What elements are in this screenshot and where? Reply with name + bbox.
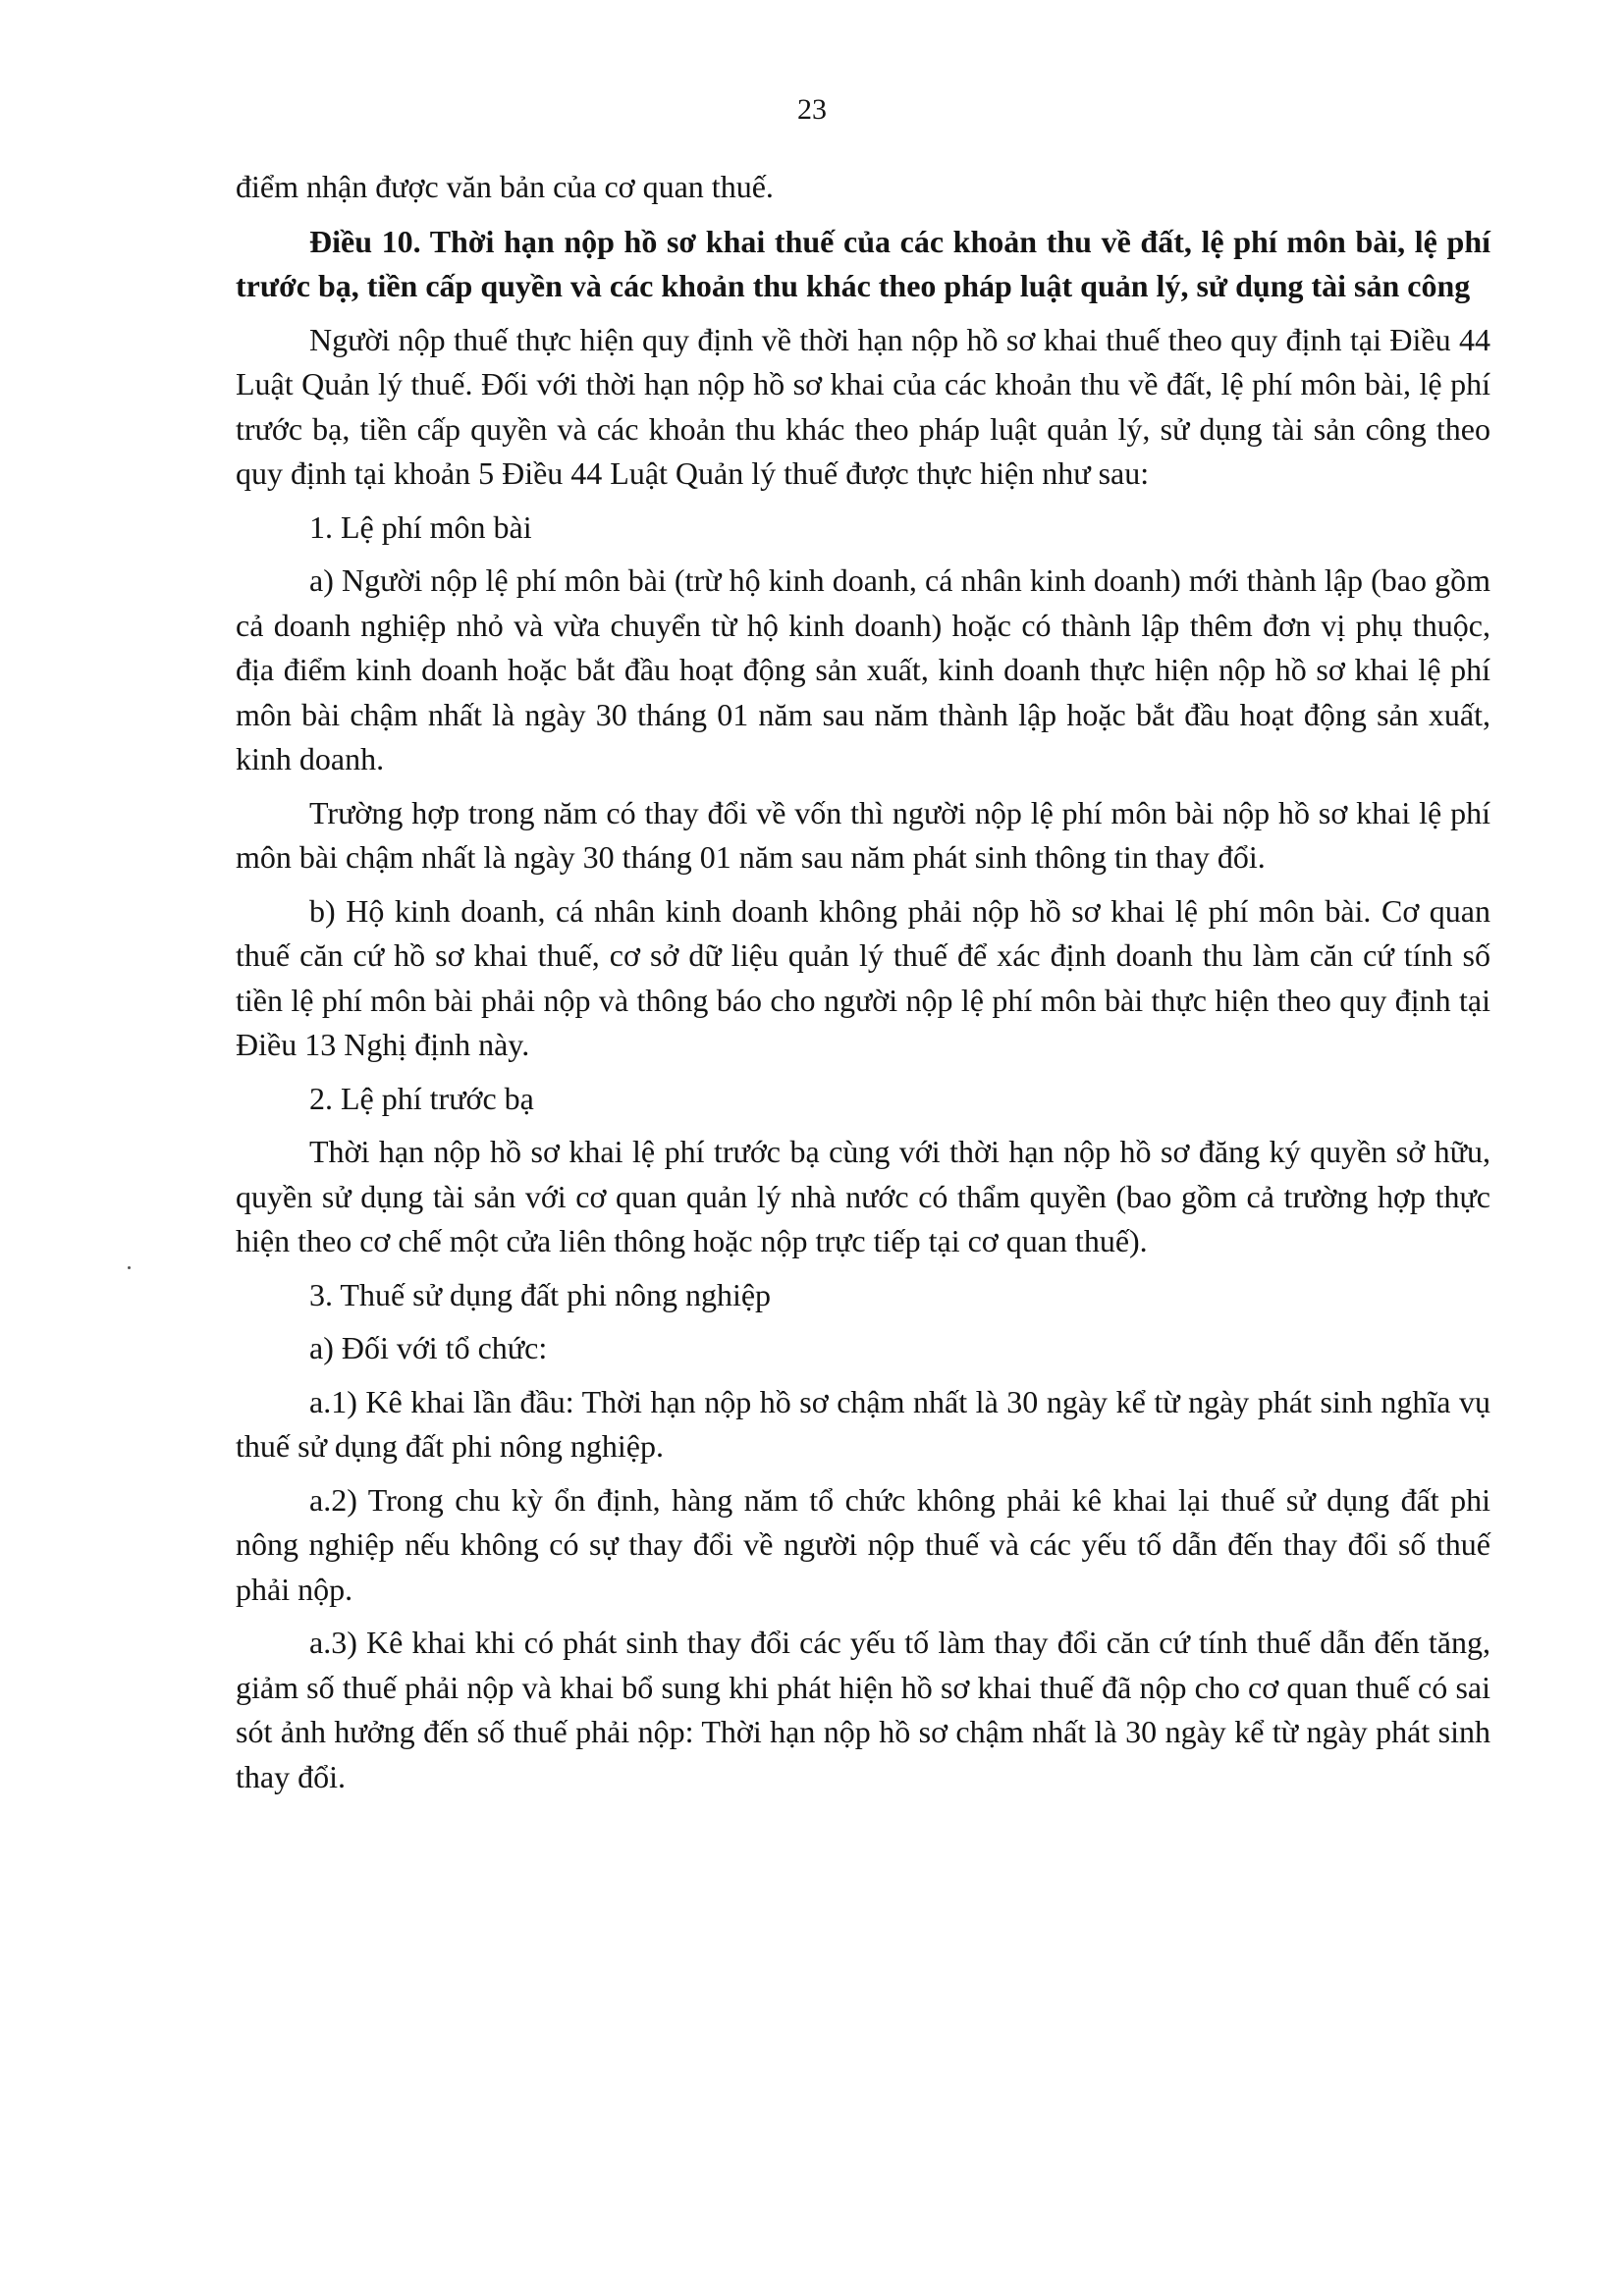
scan-speck xyxy=(128,1266,131,1269)
article-title: Điều 10. Thời hạn nộp hồ sơ khai thuế của các khoản thu về đất, lệ phí môn bài, lệ phí trước bạ, tiền cấp quyền và các khoản thu khác theo pháp luật quản lý, sử dụng tài sản công xyxy=(236,223,1490,303)
page-number: 23 xyxy=(797,93,827,126)
section-2-paragraph: Thời hạn nộp hồ sơ khai lệ phí trước bạ cùng với thời hạn nộp hồ sơ đăng ký quyền sở hữu, quyền sử dụng tài sản với cơ quan quản lý nhà nước có thẩm quyền (bao gồm cả trường hợp thực hiện theo cơ chế một cửa liên thông hoặc nộp trực tiếp tại cơ quan thuế). xyxy=(236,1134,1490,1258)
section-1-paragraph-b: b) Hộ kinh doanh, cá nhân kinh doanh không phải nộp hồ sơ khai lệ phí môn bài. Cơ quan thuế căn cứ hồ sơ khai thuế, cơ sở dữ liệu quản lý thuế để xác định doanh thu làm căn cứ tính số tiền lệ phí môn bài phải nộp và thông báo cho người nộp lệ phí môn bài thực hiện theo quy định tại Điều 13 Nghị định này. xyxy=(236,892,1490,1062)
continuation-text: điểm nhận được văn bản của cơ quan thuế. xyxy=(236,169,774,204)
section-1-paragraph-a: a) Người nộp lệ phí môn bài (trừ hộ kinh doanh, cá nhân kinh doanh) mới thành lập (bao gồm cả doanh nghiệp nhỏ và vừa chuyển từ hộ kinh doanh) hoặc có thành lập thêm đơn vị phụ thuộc, địa điểm kinh doanh hoặc bắt đầu hoạt động sản xuất, kinh doanh thực hiện nộp hồ sơ khai lệ phí môn bài chậm nhất là ngày 30 tháng 01 năm sau năm thành lập hoặc bắt đầu hoạt động sản xuất, kinh doanh. xyxy=(236,562,1490,776)
document-body xyxy=(236,165,1490,1808)
section-1-paragraph-a-cont: Trường hợp trong năm có thay đổi về vốn thì người nộp lệ phí môn bài nộp hồ sơ khai lệ phí môn bài chậm nhất là ngày 30 tháng 01 năm sau năm phát sinh thông tin thay đổi. xyxy=(236,794,1490,875)
section-3-item-a3: a.3) Kê khai khi có phát sinh thay đổi các yếu tố làm thay đổi căn cứ tính thuế dẫn đến tăng, giảm số thuế phải nộp và khai bổ sung khi phát hiện hồ sơ khai thuế đã nộp cho cơ quan thuế có sai sót ảnh hưởng đến số thuế phải nộp: Thời hạn nộp hồ sơ chậm nhất là 30 ngày kể từ ngày phát sinh thay đổi. xyxy=(236,1625,1490,1794)
section-3-subheading-a: a) Đối với tổ chức: xyxy=(309,1330,548,1365)
intro-paragraph: Người nộp thuế thực hiện quy định về thời hạn nộp hồ sơ khai thuế theo quy định tại Điều 44 Luật Quản lý thuế. Đối với thời hạn nộp hồ sơ khai của các khoản thu về đất, lệ phí môn bài, lệ phí trước bạ, tiền cấp quyền và các khoản thu khác theo pháp luật quản lý, sử dụng tài sản công theo quy định tại khoản 5 Điều 44 Luật Quản lý thuế được thực hiện như sau: xyxy=(236,321,1490,491)
section-3-item-a2: a.2) Trong chu kỳ ổn định, hàng năm tổ chức không phải kê khai lại thuế sử dụng đất phi nông nghiệp nếu không có sự thay đổi về người nộp thuế và các yếu tố dẫn đến thay đổi số thuế phải nộp. xyxy=(236,1481,1490,1607)
section-3-heading: 3. Thuế sử dụng đất phi nông nghiệp xyxy=(309,1276,772,1312)
section-2-heading: 2. Lệ phí trước bạ xyxy=(309,1080,534,1116)
section-1-heading: 1. Lệ phí môn bài xyxy=(309,508,532,545)
section-3-item-a1: a.1) Kê khai lần đầu: Thời hạn nộp hồ sơ chậm nhất là 30 ngày kể từ ngày phát sinh nghĩa vụ thuế sử dụng đất phi nông nghiệp. xyxy=(236,1383,1490,1464)
